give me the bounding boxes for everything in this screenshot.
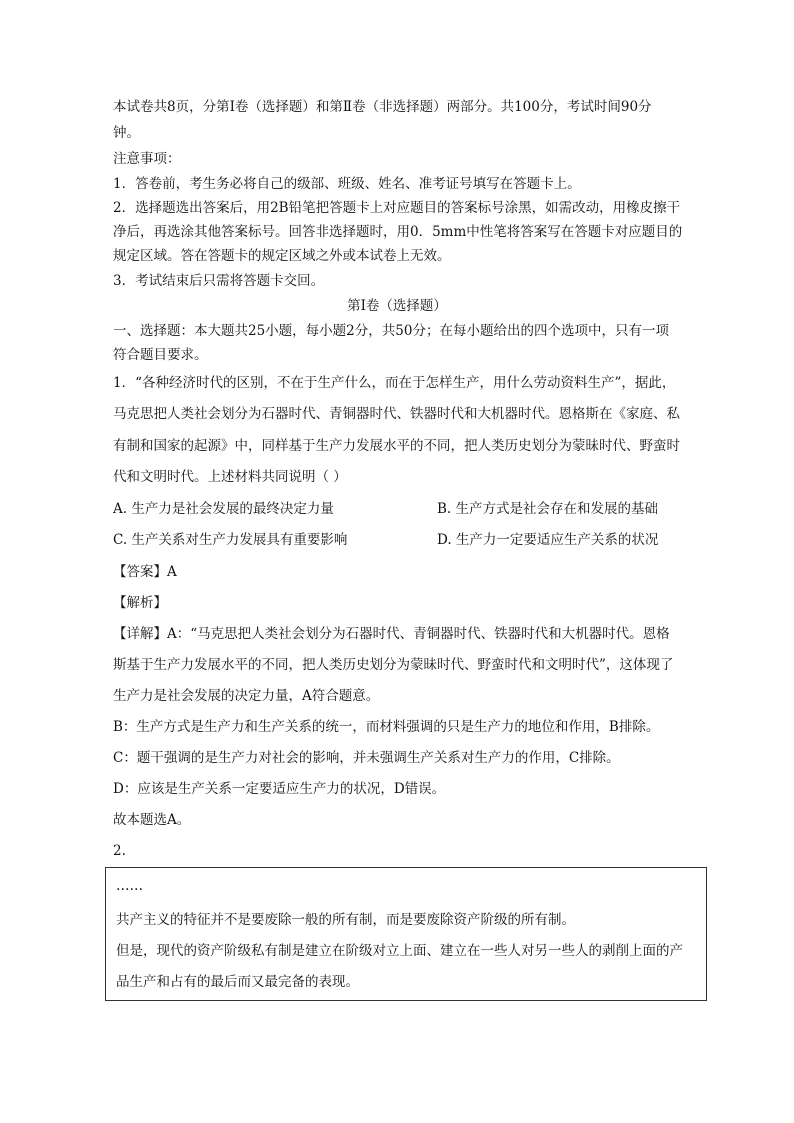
q1-detail-line-2: 斯基于生产力发展水平的不同，把人类历史划分为蒙昧时代、野蛮时代和文明时代”，这体现了 — [113, 657, 674, 673]
q2-number: 2. — [113, 843, 126, 859]
notes-item-1: 1．答卷前，考生务必将自己的级部、班级、姓名、准考证号填写在答题卡上。 — [113, 176, 581, 192]
notes-item-2-line-2: 净后，再选涂其他答案标号。回答非选择题时，用0．5mm中性笔将答案写在答题卡对应题目的 — [113, 224, 683, 240]
q1-detail-line-1: 【详解】A：“马克思把人类社会划分为石器时代、青铜器时代、铁器时代和大机器时代。恩格 — [113, 626, 670, 642]
notes-item-2-line-1: 2．选择题选出答案后，用2B铅笔把答题卡上对应题目的答案标号涂黑，如需改动，用橡皮擦干 — [113, 200, 681, 216]
notes-item-2-line-3: 规定区域。答在答题卡的规定区域之外或本试卷上无效。 — [113, 248, 451, 264]
q1-detail-line-3: 生产力是社会发展的决定力量，A符合题意。 — [113, 688, 380, 704]
section-intro-line-2: 符合题目要求。 — [113, 347, 208, 363]
intro-line-1: 本试卷共8页，分第Ⅰ卷（选择题）和第Ⅱ卷（非选择题）两部分。共100分，考试时间90分 — [113, 99, 652, 115]
q1-stem-line-1: 1．“各种经济时代的区别，不在于生产什么，而在于怎样生产，用什么劳动资料生产”，据此， — [113, 375, 676, 391]
q1-detail-c: C：题干强调的是生产力对社会的影响，并未强调生产关系对生产力的作用，C排除。 — [113, 750, 620, 766]
q2-box-line-2: 共产主义的特征并不是要废除一般的所有制，而是要废除资产阶级的所有制。 — [116, 912, 575, 928]
section-intro-line-1: 一、选择题：本大题共25小题，每小题2分，共50分；在每小题给出的四个选项中，只有一项 — [113, 323, 669, 339]
q1-option-d: D. 生产力一定要适应生产关系的状况 — [437, 532, 659, 548]
q1-option-b: B. 生产方式是社会存在和发展的基础 — [437, 501, 659, 517]
intro-line-2: 钟。 — [113, 125, 140, 141]
q2-box-line-1: …… — [116, 878, 143, 894]
q1-conclusion: 故本题选A。 — [113, 812, 191, 828]
q1-stem-line-3: 有制和国家的起源》中，同样基于生产力发展水平的不同，把人类历史划分为蒙昧时代、野蛮时 — [113, 438, 680, 454]
q1-stem-line-4: 代和文明时代。上述材料共同说明（ ） — [113, 469, 347, 485]
q1-option-c: C. 生产关系对生产力发展具有重要影响 — [113, 532, 348, 548]
q1-option-a: A. 生产力是社会发展的最终决定力量 — [113, 501, 334, 517]
q1-answer: 【答案】A — [113, 564, 177, 580]
q2-box-line-3: 但是，现代的资产阶级私有制是建立在阶级对立上面、建立在一些人对另一些人的剥削上面的产 — [116, 943, 683, 959]
notes-item-3: 3．考试结束后只需将答题卡交回。 — [113, 273, 325, 289]
q1-stem-line-2: 马克思把人类社会划分为石器时代、青铜器时代、铁器时代和大机器时代。恩格斯在《家庭、私 — [113, 406, 680, 422]
notes-heading: 注意事项： — [113, 151, 181, 167]
section-title: 第Ⅰ卷（选择题） — [347, 298, 447, 314]
q1-detail-b: B：生产方式是生产力和生产关系的统一，而材料强调的只是生产力的地位和作用，B排除。 — [113, 719, 660, 735]
q2-box-line-4: 品生产和占有的最后而又最完备的表现。 — [116, 974, 359, 990]
q1-detail-d: D：应该是生产关系一定要适应生产力的状况，D错误。 — [113, 781, 446, 797]
q1-analysis-label: 【解析】 — [113, 595, 167, 611]
q2-material-box — [105, 867, 707, 1001]
